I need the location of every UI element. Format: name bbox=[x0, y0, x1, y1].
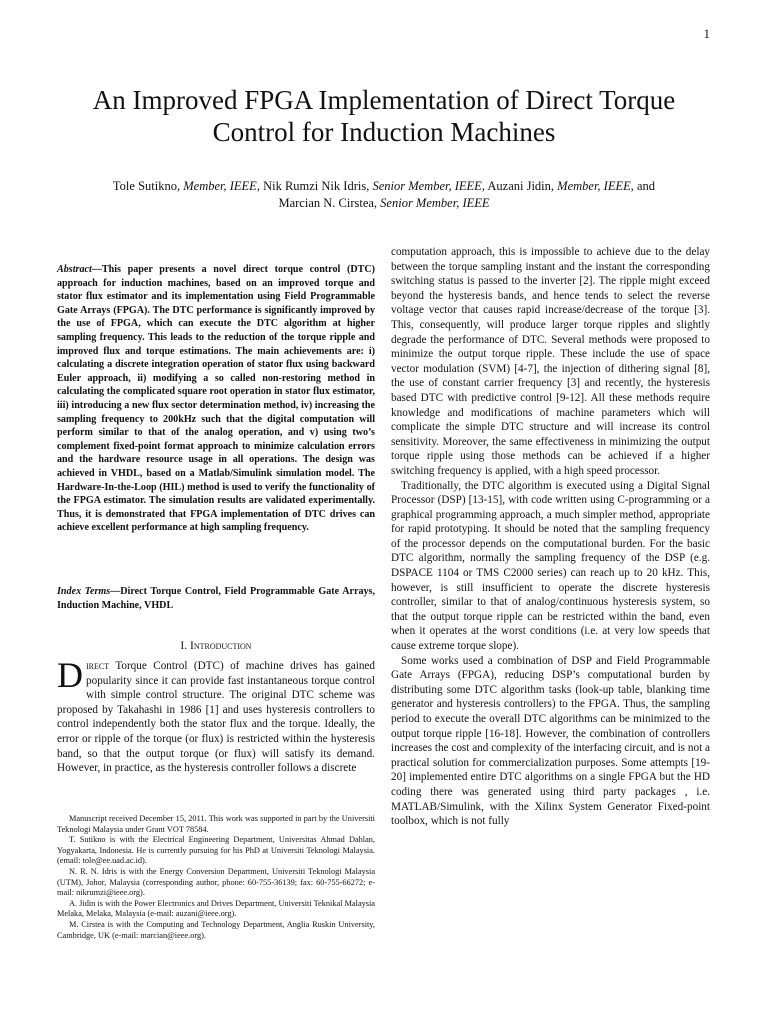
author-name: , Auzani Jidin, bbox=[481, 179, 558, 193]
drop-cap: D bbox=[57, 655, 83, 695]
abstract-text: —This paper presents a novel direct torque control (DTC) approach for induction machines, based on an improved torque and stator flux estimator and its implementation using Field Programmable Gate Arrays (FPGA). The DTC performance is significantly improved by the use of FPGA, which can execute the DTC algorithm at higher sampling frequency. This leads to the reduction of the torque ripple and improved flux and torque estimations. The main achievements are: i) calculating a discrete integration operation of stator flux using backward Euler approach, ii) modifying a so called non-restoring method in calculating the complicated square root operation in stator flux estimator, iii) introducing a new flux sector determination method, iv) increasing the sampling frequency to 200kHz such that the digital computation will perform similar to that of the analog operation, and v) using two’s complement fixed-point format approach to minimize calculation errors and the hardware resource usage in all operations. The design was achieved in VHDL, based on a Matlab/Simulink simulation model. The Hardware-In-the-Loop (HIL) method is used to verify the functionality of the FPGA estimator. The simulation results are validated experimentally. Thus, it is demonstrated that FPGA implementation of DTC drives can achieve excellent performance at high sampling frequency. bbox=[57, 264, 375, 534]
body-paragraph: Some works used a combination of DSP and Field Programmable Gate Arrays (FPGA), reducing DSP’s computational burden by distributing some DTC algorithm tasks (look-up table, blanking time generator and hysteresis controllers) to the FPGA. Thus, the sampling period to execute the overall DTC algorithms can be minimized to the output torque ripple [16-18]. However, the combination of controllers increases the cost and complexity of the interfacing circuit, and is not a practical solution for commercialization purposes. Some attempts [19-20] implemented entire DTC algorithms on a single FPGA but the HD coding there was generated using third party packages , i.e. MATLAB/Simulink, with the Xilinx System Generator Fixed-point toolbox, which is not fully bbox=[391, 654, 710, 828]
author-name: Tole Sutikno, bbox=[112, 179, 184, 193]
author-role: Senior Member, IEEE bbox=[372, 179, 482, 193]
section-heading-introduction bbox=[57, 640, 375, 652]
footnotes bbox=[57, 814, 375, 941]
body-paragraph: computation approach, this is impossible to achieve due to the delay between the torque sampling instant and the instant the corresponding switching status is passed to the inverter [2]. The ripple might exceed beyond the hysteresis bands, and hence tends to select the reverse voltage vector that causes rapid increase/decrease of the torque [3]. This, consequently, will produce larger torque ripples and slightly degrade the performance of DTC. Several methods were proposed to minimize the output torque ripple. These include the use of space vector modulation (SVM) [4-7], the injection of dithering signal [8], the use of constant carrier frequency [3] and recently, the hysteresis based DTC with predictive control [9-12]. All these methods require knowledge and modifications of machine parameters which will complicate the simple DTC structure and will increase its control sensitivity. Moreover, the same effectiveness in minimizing the output torque ripple using those methods can be achieved if a higher switching frequency is applied, with a high speed processor. bbox=[391, 246, 710, 477]
author-role: Member, IEEE bbox=[557, 179, 631, 193]
right-column bbox=[391, 245, 710, 829]
footnote: Manuscript received December 15, 2011. This work was supported in part by the Universiti Teknologi Malaysia under Grant VOT 78584. bbox=[57, 814, 375, 834]
index-terms bbox=[57, 585, 375, 612]
footnote: N. R. N. Idris is with the Energy Conversion Department, Universiti Teknologi Malaysia (UTM), Johor, Malaysia (corresponding author, phone: 60-755-36139; fax: 60-755-66272; e-mail: nikrumzi@ieee.org). bbox=[57, 866, 375, 898]
intro-text: Torque Control (DTC) of machine drives has gained popularity since it can provide fast instantaneous torque control with simple control structure. The original DTC scheme was proposed by Takahashi in 1986 [1] and uses hysteresis controllers to control independently both the stator flux and the torque. Ideally, the error or ripple of the torque (or flux) is restricted within the hysteresis band, so that the output torque (or flux) will satisfy its demand. However, in practice, as the hysteresis controller follows a discrete bbox=[57, 660, 375, 775]
section-numeral: I. bbox=[180, 640, 190, 652]
page-number: 1 bbox=[703, 26, 710, 41]
introduction-paragraph bbox=[57, 655, 375, 776]
footnote: A. Jidin is with the Power Electronics and Drives Department, Universiti Teknikal Malaysia Melaka, Melaka, Malaysia (e-mail: auzani@ieee.org). bbox=[57, 898, 375, 919]
paper-title: An Improved FPGA Implementation of Direct Torque Control for Induction Machines bbox=[92, 85, 676, 147]
author-list bbox=[100, 178, 668, 212]
author-role: Senior Member, IEEE bbox=[380, 196, 490, 210]
abstract bbox=[57, 263, 375, 535]
author-role: Member, IEEE bbox=[183, 179, 257, 193]
author-name: , and Marcian N. Cirstea, bbox=[278, 179, 656, 210]
body-paragraph: Traditionally, the DTC algorithm is executed using a Digital Signal Processor (DSP) [13-15], with code written using C-programming or a graphical programming approach, a much simpler method, appropriate for rapid prototyping. It should be noted that the sampling frequency of the processor depends on the computational burden. For the basic DTC algorithm, normally the sampling frequency of the DSP (e.g. DSPACE 1104 or TMS C2000 series) can reach up to 20 kHz. This, however, is still insufficient to operate the discrete hysteresis controller, similar to that of analog/continuous hysteresis system, so that the output torque ripple can be restricted within the band, even when it operates at the worst conditions (i.e. at very low speeds that cause extreme torque slope). bbox=[391, 479, 710, 653]
footnote: T. Sutikno is with the Electrical Engineering Department, Universitas Ahmad Dahlan, Yogyakarta, Indonesia. He is currently pursuing for his PhD at Universiti Teknologi Malaysia. (email: tole@ee.uad.ac.id). bbox=[57, 835, 375, 866]
abstract-label: Abstract bbox=[57, 264, 92, 275]
index-terms-label: Index Terms bbox=[57, 586, 111, 597]
intro-first-word: irect bbox=[86, 660, 110, 672]
section-title: Introduction bbox=[189, 640, 252, 652]
footnote: M. Cirstea is with the Computing and Technology Department, Anglia Ruskin University, Cambridge, UK (e-mail: marcian@ieee.org). bbox=[57, 919, 375, 940]
author-name: , Nik Rumzi Nik Idris, bbox=[256, 179, 373, 193]
index-terms-text: —Direct Torque Control, Field Programmable Gate Arrays, Induction Machine, VHDL bbox=[57, 586, 375, 611]
